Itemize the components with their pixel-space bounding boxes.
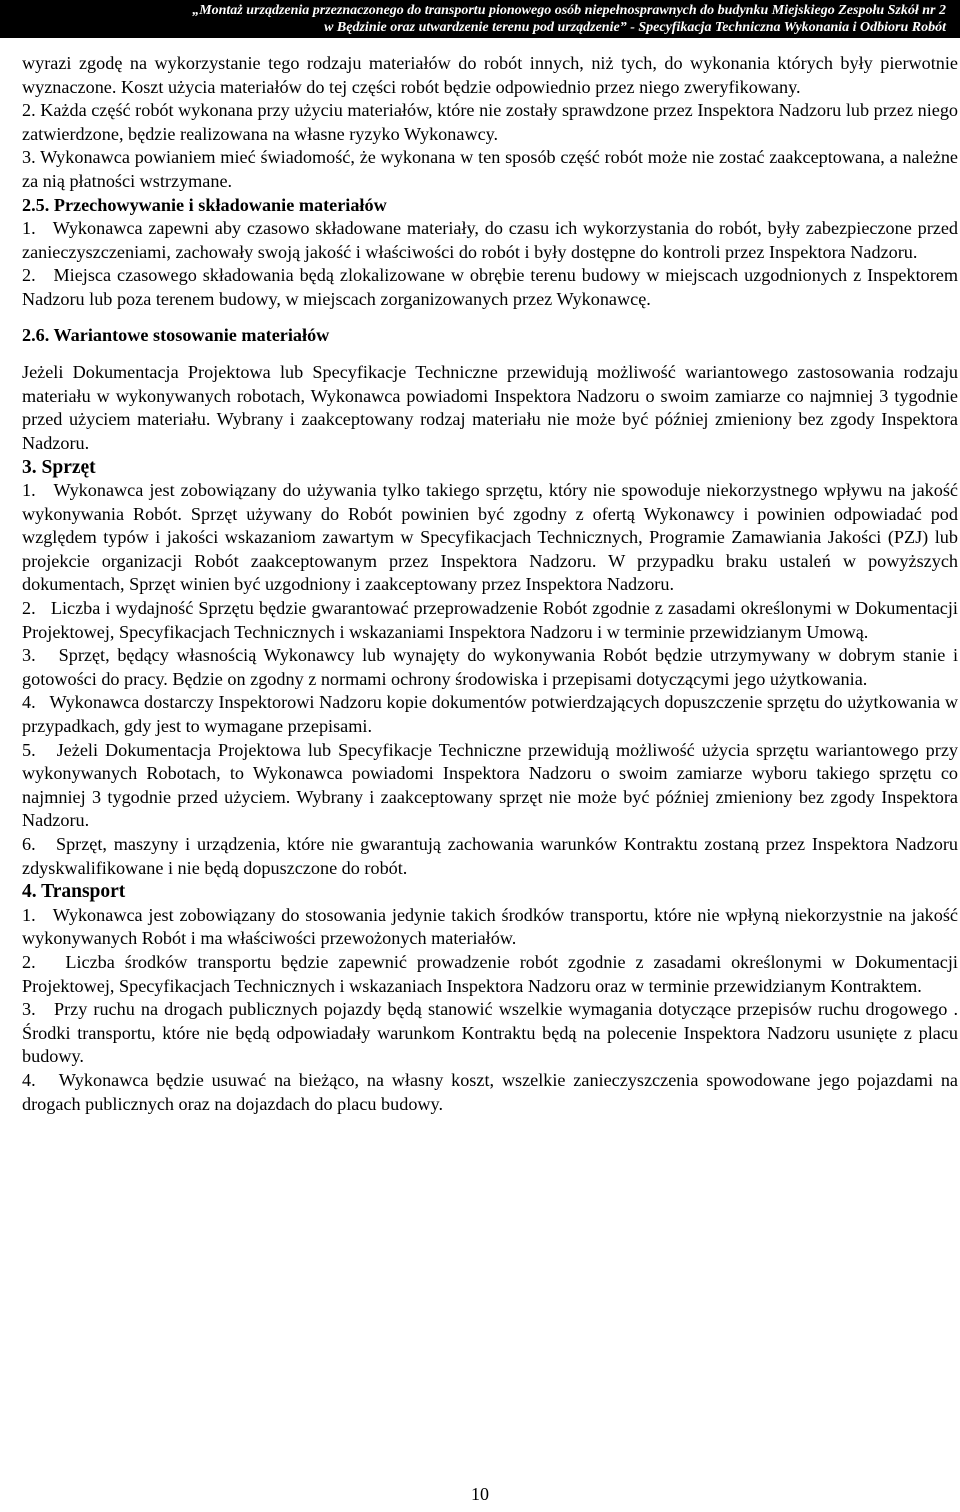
page-number: 10 <box>471 1484 489 1504</box>
item-number: 2. <box>22 100 36 121</box>
item-text: Wykonawca jest zobowiązany do stosowania jedynie takich środków transportu, które nie wpłyną niekorzystnie na jakość wykonywanych Robót i ma właściwości przewożonych materiałów. <box>22 904 958 949</box>
numbered-paragraph <box>22 99 958 146</box>
item-text: Przy ruchu na drogach publicznych pojazdy będą stanowić wszelkie wymagania dotyczące przepisów ruchu drogowego . Środki transportu, które nie będą odpowiadały warunkom Kontraktu będą na polecenie Inspektora Nadzoru usunięte z placu budowy. <box>22 999 959 1067</box>
section-heading-4: 4. Transport <box>22 881 126 903</box>
item-number: 5. <box>22 739 36 760</box>
paragraph: Jeżeli Dokumentacja Projektowa lub Specyfikacje Techniczne przewidują możliwość wariantowego zastosowania rodzaju materiału w wykonywanych robotach, Wykonawca powiadomi Inspektora Nadzoru o swoim zamiarze co najmniej 3 tygodnie przed użyciem materiału. Wybrany i zaakceptowany rodzaj materiału nie może być później zmieniony bez zgody Inspektora Nadzoru. <box>22 362 958 453</box>
header-line-1: „Montaż urządzenia przeznaczonego do transportu pionowego osób niepełnosprawnych do budynku Miejskiego Zespołu Szkół nr 2 <box>192 3 946 18</box>
item-text: Wykonawca powianiem mieć świadomość, że wykonana w ten sposób część robót może nie zostać zaakceptowana, a należne za nią płatności wstrzymane. <box>22 147 958 191</box>
item-text: Wykonawca zapewni aby czasowo składowane materiały, do czasu ich wykorzystania do robót, były zabezpieczone przed zanieczyszczeniami, zachowały swoją jakość i właściwości do robót i były dostępne do kontroli przez Inspektora Nadzoru. <box>22 218 958 262</box>
numbered-paragraph <box>22 951 958 998</box>
item-number: 3. <box>22 999 36 1020</box>
numbered-paragraph <box>22 739 958 833</box>
item-number: 2. <box>22 598 36 619</box>
numbered-paragraph <box>22 691 958 738</box>
paragraph: wyrazi zgodę na wykorzystanie tego rodzaju materiałów do robót innych, niż tych, do wykonania których były pierwotnie wyznaczone. Koszt użycia materiałów do tej części robót będzie odpowiednio przez niego zweryfikowany. <box>22 53 958 97</box>
section-heading-3: 3. Sprzęt <box>22 456 96 478</box>
item-text: Miejsca czasowego składowania będą zlokalizowane w obrębie terenu budowy w miejscach uzgodnionych z Inspektorem Nadzoru lub poza terenem budowy, w miejscach zorganizowanych przez Wykonawcę. <box>22 265 958 309</box>
item-number: 2. <box>22 951 36 972</box>
numbered-paragraph <box>22 479 958 597</box>
item-text: Sprzęt, będący własnością Wykonawcy lub wynajęty do wykonywania Robót będzie utrzymywany w dobrym stanie i gotowości do pracy. Będzie on zgodny z normami ochrony środowiska i przepisami dotyczącymi jego użytkowania. <box>22 645 959 689</box>
page-body <box>22 52 958 1116</box>
item-text: Wykonawca dostarczy Inspektorowi Nadzoru kopie dokumentów potwierdzających dopuszczenie sprzętu do użytkowania w przypadkach, gdy jest to wymagane przepisami. <box>22 692 959 737</box>
numbered-paragraph <box>22 833 958 880</box>
document-header <box>0 0 960 38</box>
item-number: 6. <box>22 834 36 854</box>
numbered-paragraph <box>22 904 958 951</box>
item-number: 3. <box>22 645 36 666</box>
item-number: 4. <box>22 1069 36 1090</box>
item-text: Liczba środków transportu będzie zapewnić prowadzenie robót zgodnie z zasadami określonymi w Dokumentacji Projektowej, Specyfikacjach Technicznych i wskazaniach Inspektora Nadzoru oraz w terminie przewidzianym Kontraktem. <box>22 951 958 996</box>
item-text: Liczba i wydajność Sprzętu będzie gwarantować przeprowadzenie Robót zgodnie z zasadami określonymi w Dokumentacji Projektowej, Specyfikacjach Technicznych i wskazaniami Inspektora Nadzoru i w terminie przewidzianym Umową. <box>22 598 958 642</box>
section-heading-2-6: 2.6. Wariantowe stosowanie materiałów <box>22 324 330 345</box>
numbered-paragraph <box>22 1069 958 1116</box>
numbered-paragraph <box>22 644 958 691</box>
numbered-paragraph <box>22 597 958 644</box>
numbered-paragraph <box>22 146 958 193</box>
numbered-paragraph <box>22 217 958 264</box>
item-number: 1. <box>22 480 36 501</box>
section-heading-2-5: 2.5. Przechowywanie i składowanie materiałów <box>22 194 387 215</box>
item-number: 3. <box>22 147 36 168</box>
item-text: Wykonawca jest zobowiązany do używania tylko takiego sprzętu, który nie spowoduje niekorzystnego wpływu na jakość wykonywania Robót. Sprzęt używany do Robót powinien być zgodny z ofertą Wykonawcy i powinien odpowiadać pod względem typów i jakości wskazaniom zawartym w Specyfikacjach Technicznych, Programie Zamawiania Jakości (PZJ) lub projekcie organizacji Robót zaakceptowanym przez Inspektora Nadzoru. W przypadku braku ustaleń w powyższych dokumentach, Sprzęt winien być uzgodniony i zaakceptowany przez Inspektora Nadzoru. <box>22 480 958 595</box>
item-text: Jeżeli Dokumentacja Projektowa lub Specyfikacje Techniczne przewidują możliwość użycia sprzętu wariantowego przy wykonywanych Robotach, to Wykonawca powiadomi Inspektora Nadzoru o swoim zamiarze wyboru takiego sprzętu co najmniej 3 tygodnie przed użyciem. Wybrany i zaakceptowany sprzęt nie może być później zmieniony bez zgody Inspektora Nadzoru. <box>22 739 958 831</box>
item-number: 2. <box>22 265 36 286</box>
item-text: Każda część robót wykonana przy użyciu materiałów, które nie zostały sprawdzone przez Inspektora Nadzoru lub przez niego zatwierdzone, będzie realizowana na własne ryzyko Wykonawcy. <box>22 100 959 144</box>
numbered-paragraph <box>22 998 958 1069</box>
item-text: Wykonawca będzie usuwać na bieżąco, na własny koszt, wszelkie zanieczyszczenia spowodowane jego pojazdami na drogach publicznych oraz na dojazdach do placu budowy. <box>22 1069 959 1114</box>
item-text: Sprzęt, maszyny i urządzenia, które nie gwarantują zachowania warunków Kontraktu zostaną przez Inspektora Nadzoru zdyskwalifikowane i nie będą dopuszczone do robót. <box>22 834 958 878</box>
item-number: 1. <box>22 218 36 239</box>
item-number: 1. <box>22 904 36 925</box>
item-number: 4. <box>22 692 36 713</box>
numbered-paragraph <box>22 264 958 311</box>
header-line-2: w Będzinie oraz utwardzenie terenu pod urządzenie” - Specyfikacja Techniczna Wykonania i Odbioru Robót <box>324 20 946 35</box>
